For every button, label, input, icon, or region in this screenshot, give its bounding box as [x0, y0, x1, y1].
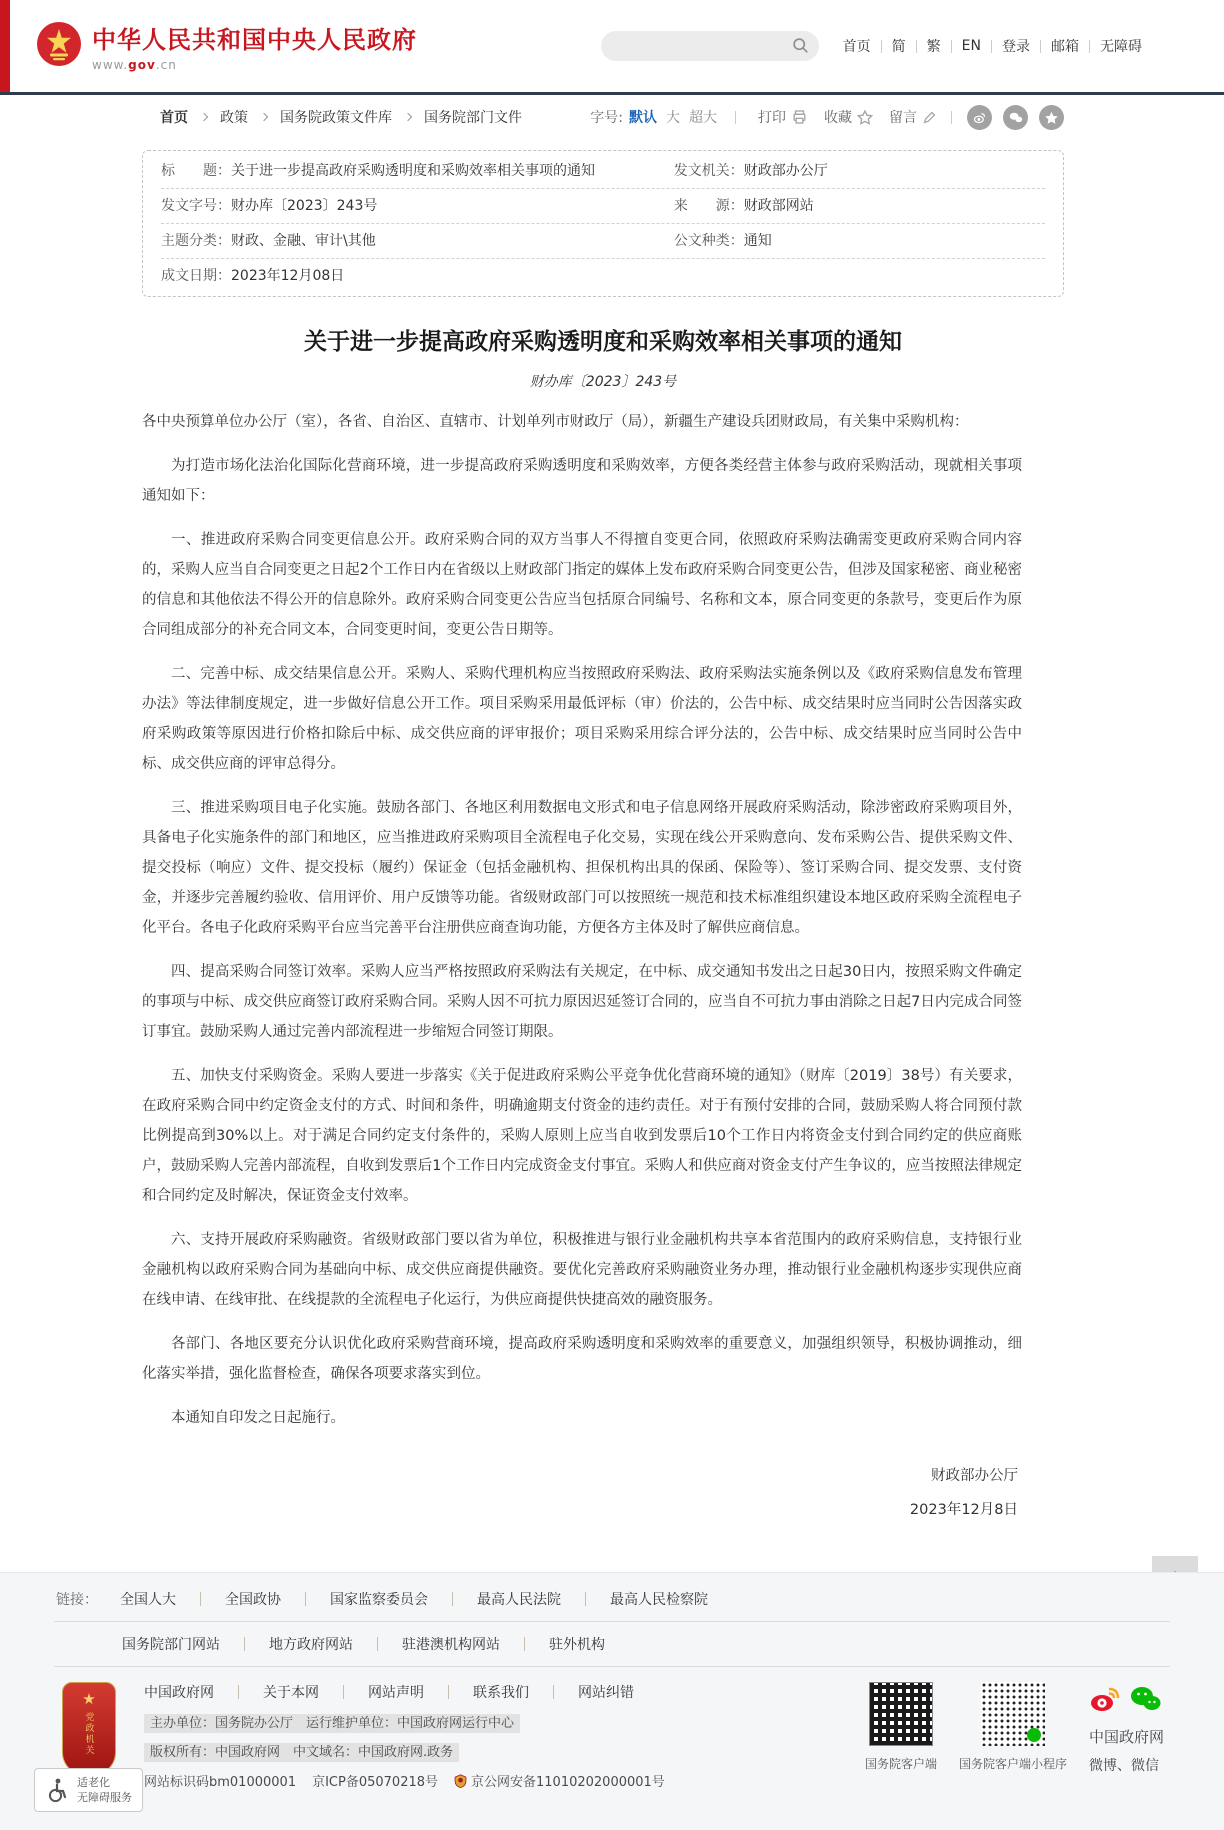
meta-value-date: 2023年12月08日 — [231, 268, 345, 284]
footer-hr — [54, 1666, 1170, 1667]
meta-value-issuing-org: 财政部办公厅 — [743, 163, 828, 179]
nav-accessibility[interactable]: 无障碍 — [1100, 39, 1142, 55]
top-nav — [843, 36, 1142, 56]
fontsize-default-button[interactable]: 默认 — [629, 110, 657, 126]
fontsize-large-button[interactable]: 大 — [666, 110, 680, 126]
nav-english[interactable]: EN — [961, 38, 981, 54]
qr-code-miniprogram — [981, 1682, 1045, 1746]
qr-client-label: 国务院客户端 — [864, 1757, 937, 1771]
site-footer — [0, 1572, 1224, 1830]
accessibility-line1: 适老化 — [77, 1776, 110, 1789]
gov-agency-badge — [62, 1682, 116, 1776]
breadcrumb-department-docs[interactable]: 国务院部门文件 — [424, 110, 522, 126]
footer-copyright-line — [144, 1741, 665, 1760]
footer-hr — [54, 1621, 1170, 1622]
meta-value-docnumber: 财办库〔2023〕243号 — [231, 198, 378, 214]
nav-divider — [916, 40, 917, 53]
paragraph-item-5: 五、加快支付采购资金。采购人要进一步落实《关于促进政府采购公平竞争优化营商环境的通知》（财库〔2019〕38号）有关要求，在政府采购合同中约定资金支付的方式、时间和条件，明确逾期支付资金的违约责任。对于有预付安排的合同，鼓励采购人将合同预付款比例提高到30%以上。对于满足合同约定支付条件的，采购人原则上应当自收到发票后10个工作日内将资金支付到合同约定的供应商账户，鼓励采购人完善内部流程，自收到发票后1个工作日内完成资金支付事宜。采购人和供应商对资金支付产生争议的，应当按照法律规定和合同约定及时解决，保证资金支付效率。 — [142, 1068, 1022, 1205]
site-url — [92, 58, 417, 72]
url-suffix: .cn — [155, 58, 177, 72]
footer-bottom — [62, 1682, 1164, 1790]
paragraph-item-3: 三、推进采购项目电子化实施。鼓励各部门、各地区利用数据电文形式和电子信息网络开展政府采购活动，除涉密政府采购项目外，具备电子化实施条件的部门和地区，应当推进政府采购项目全流程电子化交易，实现在线公开采购意向、发布采购公告、提供采购文件、提交投标（响应）文件、提交投标（履约）保证金（包括金融机构、担保机构出具的保函、保险等）、签订采购合同、提交发票、支付资金，并逐步完善履约验收、信用评价、用户反馈等功能。省级财政部门可以按照统一规范和技术标准组织建设本地区政府采购全流程电子化平台。各电子化政府采购平台应当完善平台注册供应商查询功能，方便各方主体及时了解供应商信息。 — [142, 800, 1022, 937]
meta-value-category: 财政、金融、审计\其他 — [231, 233, 376, 249]
meta-row-category — [161, 224, 1045, 259]
badge-label: 党政机关 — [83, 1712, 94, 1756]
search-input[interactable] — [615, 34, 777, 58]
nav-divider — [991, 40, 992, 53]
footer-site-links — [144, 1682, 665, 1702]
footer-link-about[interactable]: 关于本网 — [263, 1685, 319, 1701]
footer-link-contact[interactable]: 联系我们 — [473, 1685, 529, 1701]
search-box[interactable] — [601, 31, 819, 61]
footer-links-row-2 — [122, 1634, 1224, 1654]
print-button[interactable] — [758, 107, 808, 127]
wechat-footer-icon[interactable] — [1130, 1685, 1162, 1713]
left-red-strip — [0, 0, 10, 92]
footer-links-row — [56, 1589, 1224, 1609]
signature-date: 2023年12月8日 — [909, 1502, 1018, 1519]
weibo-footer-icon[interactable] — [1089, 1684, 1121, 1714]
footer-link-cppcc[interactable]: 全国政协 — [225, 1592, 281, 1608]
social-title: 中国政府网 — [1088, 1728, 1164, 1746]
footer-link-error-report[interactable]: 网站纠错 — [578, 1685, 634, 1701]
qr-miniprogram-label: 国务院客户端小程序 — [958, 1757, 1067, 1771]
chevron-right-icon — [260, 113, 268, 121]
police-registration[interactable] — [454, 1771, 665, 1790]
footer-host-line — [144, 1712, 665, 1731]
footer-divider — [200, 1592, 201, 1606]
links-label: 链接： — [56, 1592, 98, 1608]
footer-divider — [553, 1685, 554, 1699]
share-wechat-button[interactable] — [1003, 105, 1028, 130]
paragraph-item-6: 六、支持开展政府采购融资。省级财政部门要以省为单位，积极推进与银行业金融机构共享本省范围内的政府采购信息，支持银行业金融机构以政府采购合同为基础向中标、成交供应商提供融资。要优化完善政府采购融资业务办理，推动银行业金融机构逐步实现供应商在线申请、在线审批、在线提款的全流程电子化运行，为供应商提供快捷高效的融资服务。 — [142, 1232, 1022, 1309]
comment-button[interactable] — [889, 107, 937, 127]
print-label: 打印 — [758, 110, 786, 126]
accessibility-line2: 无障碍服务 — [77, 1791, 132, 1804]
meta-row-docnumber — [161, 189, 1045, 224]
comment-label: 留言 — [889, 110, 917, 126]
footer-divider — [238, 1685, 239, 1699]
meta-label-category: 主题分类： — [161, 233, 231, 249]
footer-registration-line — [144, 1771, 665, 1790]
breadcrumb-bar — [0, 92, 1224, 136]
url-prefix: www. — [92, 58, 129, 72]
meta-label-docnumber: 发文字号： — [161, 198, 231, 214]
share-qzone-button[interactable] — [1039, 105, 1064, 130]
wheelchair-icon — [45, 1777, 69, 1803]
breadcrumb-policy-library[interactable]: 国务院政策文件库 — [280, 110, 392, 126]
nav-divider — [1040, 40, 1041, 53]
chevron-right-icon — [200, 113, 208, 121]
footer-link-overseas[interactable]: 驻外机构 — [549, 1637, 605, 1653]
qr-miniprogram-block — [959, 1682, 1067, 1772]
nav-divider — [1089, 40, 1090, 53]
favorite-button[interactable] — [824, 107, 873, 127]
meta-row-date — [161, 259, 1045, 293]
printer-icon — [791, 109, 808, 125]
paragraph-item-2: 二、完善中标、成交结果信息公开。采购人、采购代理机构应当按照政府采购法、政府采购法实施条例以及《政府采购信息发布管理办法》等法律制度规定，进一步做好信息公开工作。项目采购采用最低评标（审）价法的，公告中标、成交结果时应当同时公告因落实政府采购政策等原因进行价格扣除后中标、成交供应商的评审报价；项目采购采用综合评分法的，公告中标、成交结果时应当同时公告中标、成交供应商的评审总得分。 — [142, 666, 1022, 773]
share-weibo-button[interactable] — [967, 105, 992, 130]
qzone-star-icon — [1044, 110, 1059, 125]
pencil-icon — [922, 110, 937, 125]
fontsize-label: 字号: — [590, 110, 623, 126]
nav-home[interactable]: 首页 — [842, 39, 871, 55]
document-title: 关于进一步提高政府采购透明度和采购效率相关事项的通知 — [304, 328, 902, 355]
paragraph-item-1: 一、推进政府采购合同变更信息公开。政府采购合同的双方当事人不得擅自变更合同，依照政府采购法确需变更政府采购合同内容的，采购人应当自合同变更之日起2个工作日内在省级以上财政部门指定的媒体上发布政府采购合同变更公告，但涉及国家秘密、商业秘密的信息和其他依法不得公开的信息除外。政府采购合同变更公告应当包括原合同编号、名称和文本，原合同变更的条款号，变更后作为原合同组成部分的补充合同文本，合同变更时间，变更公告日期等。 — [142, 532, 1022, 639]
nav-simplified[interactable]: 简 — [891, 39, 906, 55]
document-number: 财办库〔2023〕243号 — [529, 374, 677, 391]
social-subtitle: 微博、微信 — [1088, 1758, 1159, 1774]
nav-divider — [951, 40, 952, 53]
footer-divider — [244, 1637, 245, 1651]
breadcrumb-policy[interactable]: 政策 — [220, 110, 248, 126]
paragraph-salutation: 各中央预算单位办公厅（室），各省、自治区、直辖市、计划单列市财政厅（局），新疆生产建设兵团财政局，有关集中采购机构： — [142, 414, 969, 431]
footer-link-local-gov[interactable]: 地方政府网站 — [269, 1637, 353, 1653]
paragraph-effective: 本通知自印发之日起施行。 — [171, 1410, 345, 1427]
site-logo[interactable] — [36, 20, 417, 72]
favorite-label: 收藏 — [824, 110, 852, 126]
social-block — [1089, 1682, 1164, 1775]
breadcrumb-home[interactable]: 首页 — [160, 110, 188, 126]
wechat-icon — [1008, 110, 1024, 125]
footer-link-statement[interactable]: 网站声明 — [368, 1685, 424, 1701]
signature-block — [142, 1459, 1022, 1527]
qr-code-client — [869, 1682, 933, 1746]
footer-link-procuratorate[interactable]: 最高人民检察院 — [610, 1592, 708, 1608]
document-body — [142, 407, 1022, 1433]
page-tools — [590, 105, 1064, 130]
nav-divider — [881, 40, 882, 53]
national-emblem-icon — [36, 21, 82, 71]
badge-star-icon: ★ — [82, 1690, 96, 1708]
footer-divider — [377, 1637, 378, 1651]
tools-divider — [951, 111, 952, 124]
host-line-text: 主办单位：国务院办公厅 运行维护单位：中国政府网运行中心 — [144, 1714, 520, 1733]
url-gov: gov — [128, 58, 156, 72]
qr-client-block — [865, 1682, 937, 1772]
footer-divider — [305, 1592, 306, 1606]
signature-org: 财政部办公厅 — [931, 1468, 1018, 1485]
document-meta-table — [142, 150, 1064, 297]
police-number: 京公网安备11010202000001号 — [471, 1775, 665, 1790]
meta-label-source: 来 源： — [673, 198, 744, 214]
meta-label-issuing-org: 发文机关： — [673, 163, 744, 179]
paragraph-closing: 各部门、各地区要充分认识优化政府采购营商环境，提高政府采购透明度和采购效率的重要意义，加强组织领导，积极协调推动，细化落实举措，强化监督检查，确保各项要求落实到位。 — [142, 1336, 1022, 1383]
nav-mailbox[interactable]: 邮箱 — [1051, 39, 1079, 55]
copyright-line-text: 版权所有：中国政府网 中文域名：中国政府网.政务 — [144, 1743, 459, 1762]
meta-label-doctype: 公文种类： — [673, 233, 744, 249]
chevron-right-icon — [404, 113, 412, 121]
meta-row-title — [161, 154, 1045, 189]
breadcrumb — [142, 107, 522, 127]
star-icon — [857, 109, 873, 125]
nav-login[interactable]: 登录 — [1002, 39, 1030, 55]
footer-divider — [343, 1685, 344, 1699]
footer-link-departments[interactable]: 国务院部门网站 — [122, 1637, 220, 1653]
paragraph-intro: 为打造市场化法治化国际化营商环境，进一步提高政府采购透明度和采购效率，方便各类经营主体参与政府采购活动，现就相关事项通知如下： — [142, 458, 1022, 505]
tools-divider — [735, 111, 736, 124]
site-header — [0, 0, 1224, 92]
document-area — [142, 150, 1064, 1527]
accessibility-label — [77, 1775, 132, 1805]
footer-link-govcn[interactable]: 中国政府网 — [144, 1685, 214, 1701]
footer-divider — [524, 1637, 525, 1651]
police-badge-icon — [454, 1774, 467, 1788]
accessibility-widget[interactable] — [34, 1768, 143, 1812]
site-code: 网站标识码bm01000001 — [144, 1775, 297, 1790]
search-icon[interactable] — [792, 37, 809, 58]
footer-divider — [452, 1592, 453, 1606]
meta-value-title: 关于进一步提高政府采购透明度和采购效率相关事项的通知 — [231, 163, 595, 179]
nav-traditional[interactable]: 繁 — [926, 39, 941, 55]
footer-link-supervision[interactable]: 国家监察委员会 — [330, 1592, 428, 1608]
site-title: 中华人民共和国中央人民政府 — [92, 26, 417, 54]
weibo-icon — [972, 110, 987, 125]
meta-label-date: 成文日期： — [161, 268, 231, 284]
footer-divider — [448, 1685, 449, 1699]
footer-link-supreme-court[interactable]: 最高人民法院 — [477, 1592, 561, 1608]
footer-link-npc[interactable]: 全国人大 — [120, 1592, 176, 1608]
fontsize-xlarge-button[interactable]: 超大 — [689, 110, 717, 126]
icp-number[interactable]: 京ICP备05070218号 — [312, 1775, 439, 1790]
paragraph-item-4: 四、提高采购合同签订效率。采购人应当严格按照政府采购法有关规定，在中标、成交通知书发出之日起30日内，按照采购文件确定的事项与中标、成交供应商签订政府采购合同。采购人因不可抗力原因迟延签订合同的，应当自不可抗力事由消除之日起7日内完成合同签订事宜。鼓励采购人通过完善内部流程进一步缩短合同签订期限。 — [142, 964, 1022, 1041]
meta-value-source: 财政部网站 — [743, 198, 814, 214]
footer-link-hk-macao[interactable]: 驻港澳机构网站 — [402, 1637, 500, 1653]
footer-divider — [585, 1592, 586, 1606]
meta-value-doctype: 通知 — [743, 233, 772, 249]
meta-label-title: 标 题： — [161, 163, 231, 179]
